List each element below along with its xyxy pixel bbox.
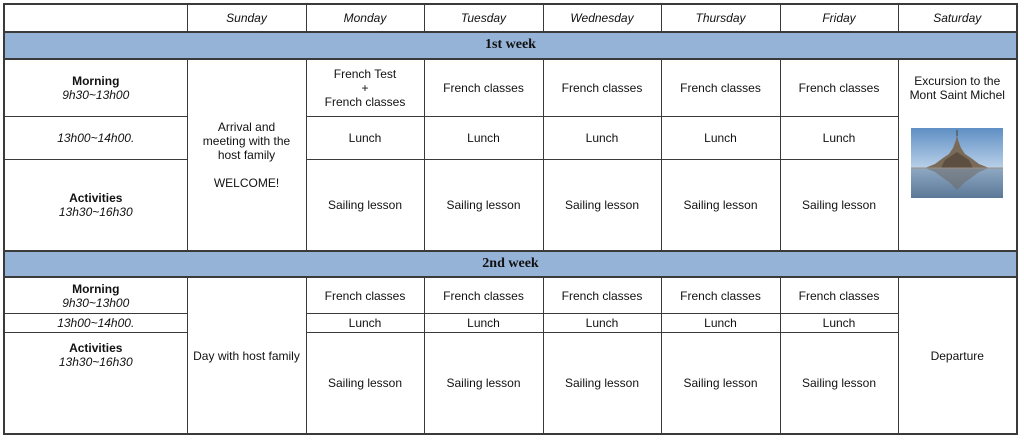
week2-thursday-lunch: Lunch [661, 314, 780, 333]
arrival-line-3: host family [217, 147, 276, 162]
week2-activities-row [4, 333, 1017, 434]
arrival-line-2: meeting with the [202, 133, 291, 148]
welcome-text: WELCOME! [213, 175, 280, 190]
plus-line: + [361, 80, 369, 95]
week1-thursday-morning: French classes [661, 59, 780, 117]
week1-friday-lunch: Lunch [780, 116, 898, 160]
week1-slot-morning [4, 59, 187, 117]
weekly-schedule [3, 3, 1016, 435]
week2-slot-lunch [4, 314, 187, 333]
slot-lunch-time: 13h00~14h00. [57, 131, 135, 146]
week1-tuesday-activity: Sailing lesson [424, 160, 543, 251]
week2-lunch-row [4, 314, 1017, 333]
week2-saturday-departure: Departure [898, 277, 1017, 434]
week1-morning-row [4, 59, 1017, 117]
schedule-table [3, 3, 1018, 435]
slot-activities-name: Activities [69, 191, 123, 206]
week1-sunday-arrival [187, 59, 306, 251]
header-wednesday: Wednesday [543, 4, 661, 32]
week1-tuesday-lunch: Lunch [424, 116, 543, 160]
week2-monday-lunch: Lunch [306, 314, 424, 333]
corner-cell [4, 4, 187, 32]
week2-tuesday-lunch: Lunch [424, 314, 543, 333]
slot-lunch-time: 13h00~14h00. [57, 316, 135, 331]
week2-monday-activity: Sailing lesson [306, 333, 424, 434]
arrival-line-1: Arrival and [217, 119, 276, 134]
week1-monday-lunch: Lunch [306, 116, 424, 160]
week1-title: 1st week [4, 32, 1017, 58]
french-test-line: French Test [333, 66, 397, 81]
week2-tuesday-activity: Sailing lesson [424, 333, 543, 434]
week2-wednesday-lunch: Lunch [543, 314, 661, 333]
excursion-line-1: Excursion to the [914, 73, 1001, 88]
header-tuesday: Tuesday [424, 4, 543, 32]
header-friday: Friday [780, 4, 898, 32]
week2-title: 2nd week [4, 251, 1017, 277]
week1-monday-morning [306, 59, 424, 117]
week1-slot-activities [4, 160, 187, 251]
week2-slot-morning [4, 277, 187, 313]
week2-thursday-activity: Sailing lesson [661, 333, 780, 434]
header-monday: Monday [306, 4, 424, 32]
french-classes-line: French classes [324, 94, 406, 109]
slot-activities-time: 13h30~16h30 [58, 355, 133, 370]
week1-thursday-lunch: Lunch [661, 116, 780, 160]
week1-activities-row [4, 160, 1017, 251]
week2-monday-morning: French classes [306, 277, 424, 313]
week2-wednesday-morning: French classes [543, 277, 661, 313]
week1-saturday-excursion [898, 59, 1017, 251]
week1-monday-activity: Sailing lesson [306, 160, 424, 251]
slot-morning-time: 9h30~13h00 [62, 87, 130, 102]
slot-morning-name: Morning [72, 281, 120, 296]
header-saturday: Saturday [898, 4, 1017, 32]
week1-thursday-activity: Sailing lesson [661, 160, 780, 251]
header-sunday: Sunday [187, 4, 306, 32]
week2-friday-morning: French classes [780, 277, 898, 313]
week2-slot-activities [4, 333, 187, 434]
week1-band-row [4, 32, 1017, 58]
week1-slot-lunch [4, 116, 187, 160]
slot-activities-time: 13h30~16h30 [58, 205, 133, 220]
header-thursday: Thursday [661, 4, 780, 32]
header-row [4, 4, 1017, 32]
week2-morning-row [4, 277, 1017, 313]
week1-tuesday-morning: French classes [424, 59, 543, 117]
week1-wednesday-morning: French classes [543, 59, 661, 117]
week1-wednesday-activity: Sailing lesson [543, 160, 661, 251]
slot-morning-time: 9h30~13h00 [62, 295, 130, 310]
week1-friday-activity: Sailing lesson [780, 160, 898, 251]
week2-wednesday-activity: Sailing lesson [543, 333, 661, 434]
week2-tuesday-morning: French classes [424, 277, 543, 313]
week2-thursday-morning: French classes [661, 277, 780, 313]
mont-saint-michel-photo-icon [911, 128, 1003, 198]
week2-friday-activity: Sailing lesson [780, 333, 898, 434]
excursion-line-2: Mont Saint Michel [909, 87, 1005, 102]
week2-friday-lunch: Lunch [780, 314, 898, 333]
week2-sunday-host-family: Day with host family [187, 277, 306, 434]
slot-morning-name: Morning [72, 73, 120, 88]
week1-friday-morning: French classes [780, 59, 898, 117]
week1-lunch-row [4, 116, 1017, 160]
slot-activities-name: Activities [69, 341, 123, 356]
week1-wednesday-lunch: Lunch [543, 116, 661, 160]
week2-band-row [4, 251, 1017, 277]
